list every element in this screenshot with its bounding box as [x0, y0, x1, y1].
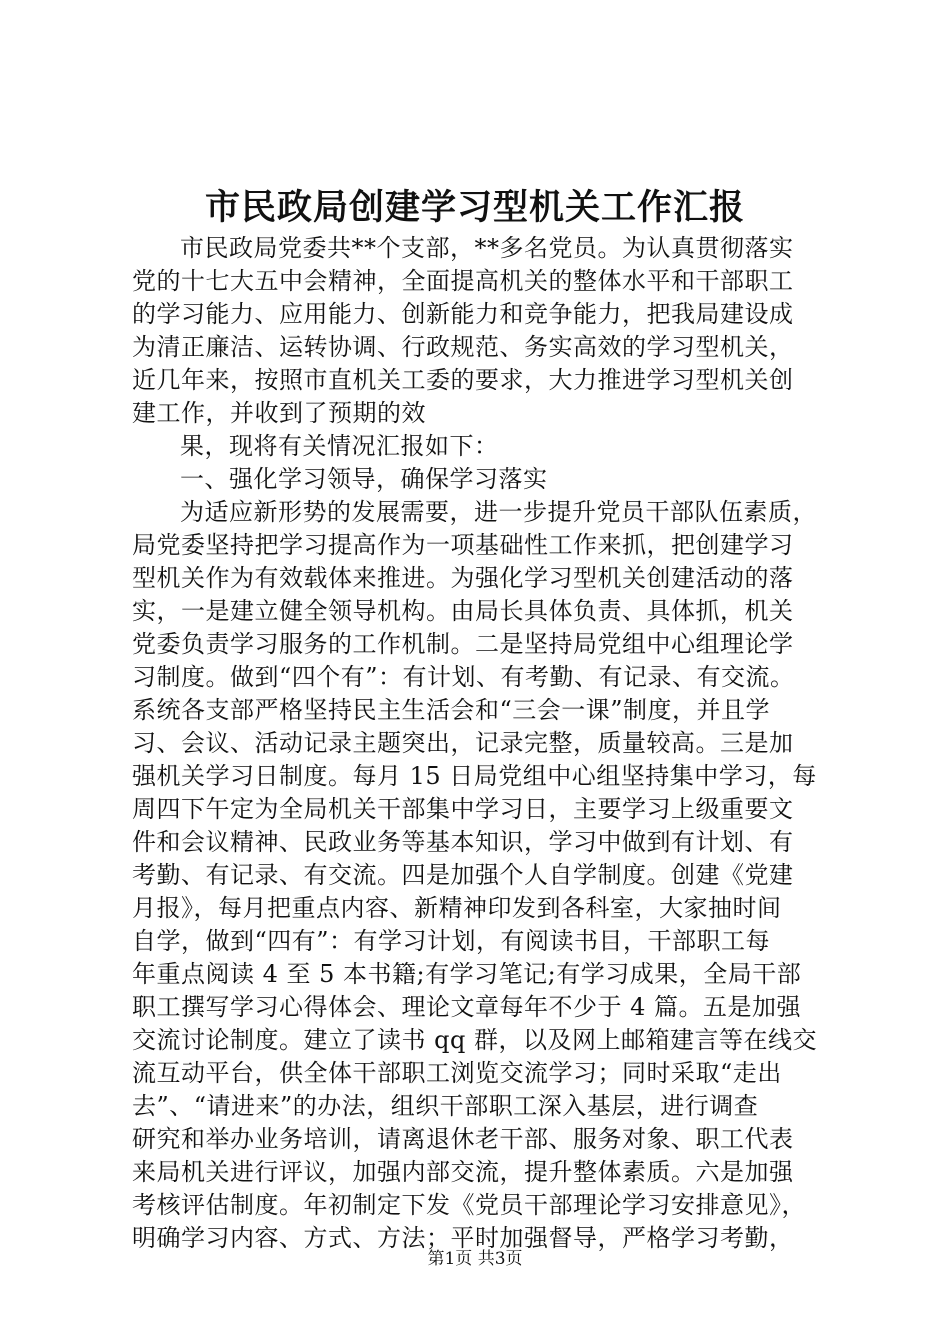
paragraph-line: 去”、“请进来”的办法，组织干部职工深入基层，进行调查	[132, 1092, 759, 1120]
paragraph-line: 周四下午定为全局机关干部集中学习日，主要学习上级重要文	[132, 795, 794, 823]
paragraph-line: 习制度。做到“四个有”：有计划、有考勤、有记录、有交流。	[132, 663, 795, 691]
paragraph-line: 建工作，并收到了预期的效	[132, 399, 426, 427]
paragraph-line: 交流讨论制度。建立了读书 qq 群，以及网上邮箱建言等在线交	[132, 1026, 817, 1054]
paragraph-line: 年重点阅读 4 至 5 本书籍;有学习笔记;有学习成果，全局干部	[132, 960, 802, 988]
paragraph-line: 型机关作为有效载体来推进。为强化学习型机关创建活动的落	[132, 564, 794, 592]
page-footer: 第1页 共3页	[427, 1249, 523, 1269]
paragraph-line: 强机关学习日制度。每月 15 日局党组中心组坚持集中学习，每	[132, 762, 817, 790]
paragraph-line: 月报》，每月把重点内容、新精神印发到各科室，大家抽时间	[132, 894, 782, 922]
paragraph-line: 职工撰写学习心得体会、理论文章每年不少于 4 篇。五是加强	[132, 993, 802, 1021]
paragraph-line: 来局机关进行评议，加强内部交流，提升整体素质。六是加强	[132, 1158, 794, 1186]
paragraph-line: 近几年来，按照市直机关工委的要求，大力推进学习型机关创	[132, 366, 794, 394]
paragraph-line: 市民政局党委共**个支部，**多名党员。为认真贯彻落实	[180, 234, 794, 262]
paragraph-line: 考核评估制度。年初制定下发《党员干部理论学习安排意见》，	[132, 1191, 806, 1219]
section-heading: 一、强化学习领导，确保学习落实	[180, 465, 548, 493]
paragraph-line: 的学习能力、应用能力、创新能力和竞争能力，把我局建设成	[132, 300, 794, 328]
paragraph-line: 件和会议精神、民政业务等基本知识，学习中做到有计划、有	[132, 828, 794, 856]
paragraph-line: 党的十七大五中会精神，全面提高机关的整体水平和干部职工	[132, 267, 794, 295]
paragraph-line: 党委负责学习服务的工作机制。二是坚持局党组中心组理论学	[132, 630, 794, 658]
paragraph-line: 习、会议、活动记录主题突出，记录完整，质量较高。三是加	[132, 729, 794, 757]
document-title: 市民政局创建学习型机关工作汇报	[204, 187, 745, 228]
paragraph-line: 实，一是建立健全领导机构。由局长具体负责、具体抓，机关	[132, 597, 794, 625]
paragraph-line: 局党委坚持把学习提高作为一项基础性工作来抓，把创建学习	[132, 531, 794, 559]
paragraph-line: 果，现将有关情况汇报如下：	[180, 432, 499, 460]
paragraph-line: 明确学习内容、方式、方法；平时加强督导，严格学习考勤，	[132, 1224, 794, 1252]
paragraph-line: 为清正廉洁、运转协调、行政规范、务实高效的学习型机关，	[132, 333, 794, 361]
paragraph-line: 系统各支部严格坚持民主生活会和“三会一课”制度，并且学	[132, 696, 771, 724]
paragraph-line: 流互动平台，供全体干部职工浏览交流学习；同时采取“走出	[132, 1059, 782, 1087]
paragraph-line: 考勤、有记录、有交流。四是加强个人自学制度。创建《党建	[132, 861, 794, 889]
paragraph-line: 为适应新形势的发展需要，进一步提升党员干部队伍素质，	[180, 498, 817, 526]
paragraph-line: 研究和举办业务培训，请离退休老干部、服务对象、职工代表	[132, 1125, 794, 1153]
paragraph-line: 自学，做到“四有”：有学习计划，有阅读书目，干部职工每	[132, 927, 771, 955]
